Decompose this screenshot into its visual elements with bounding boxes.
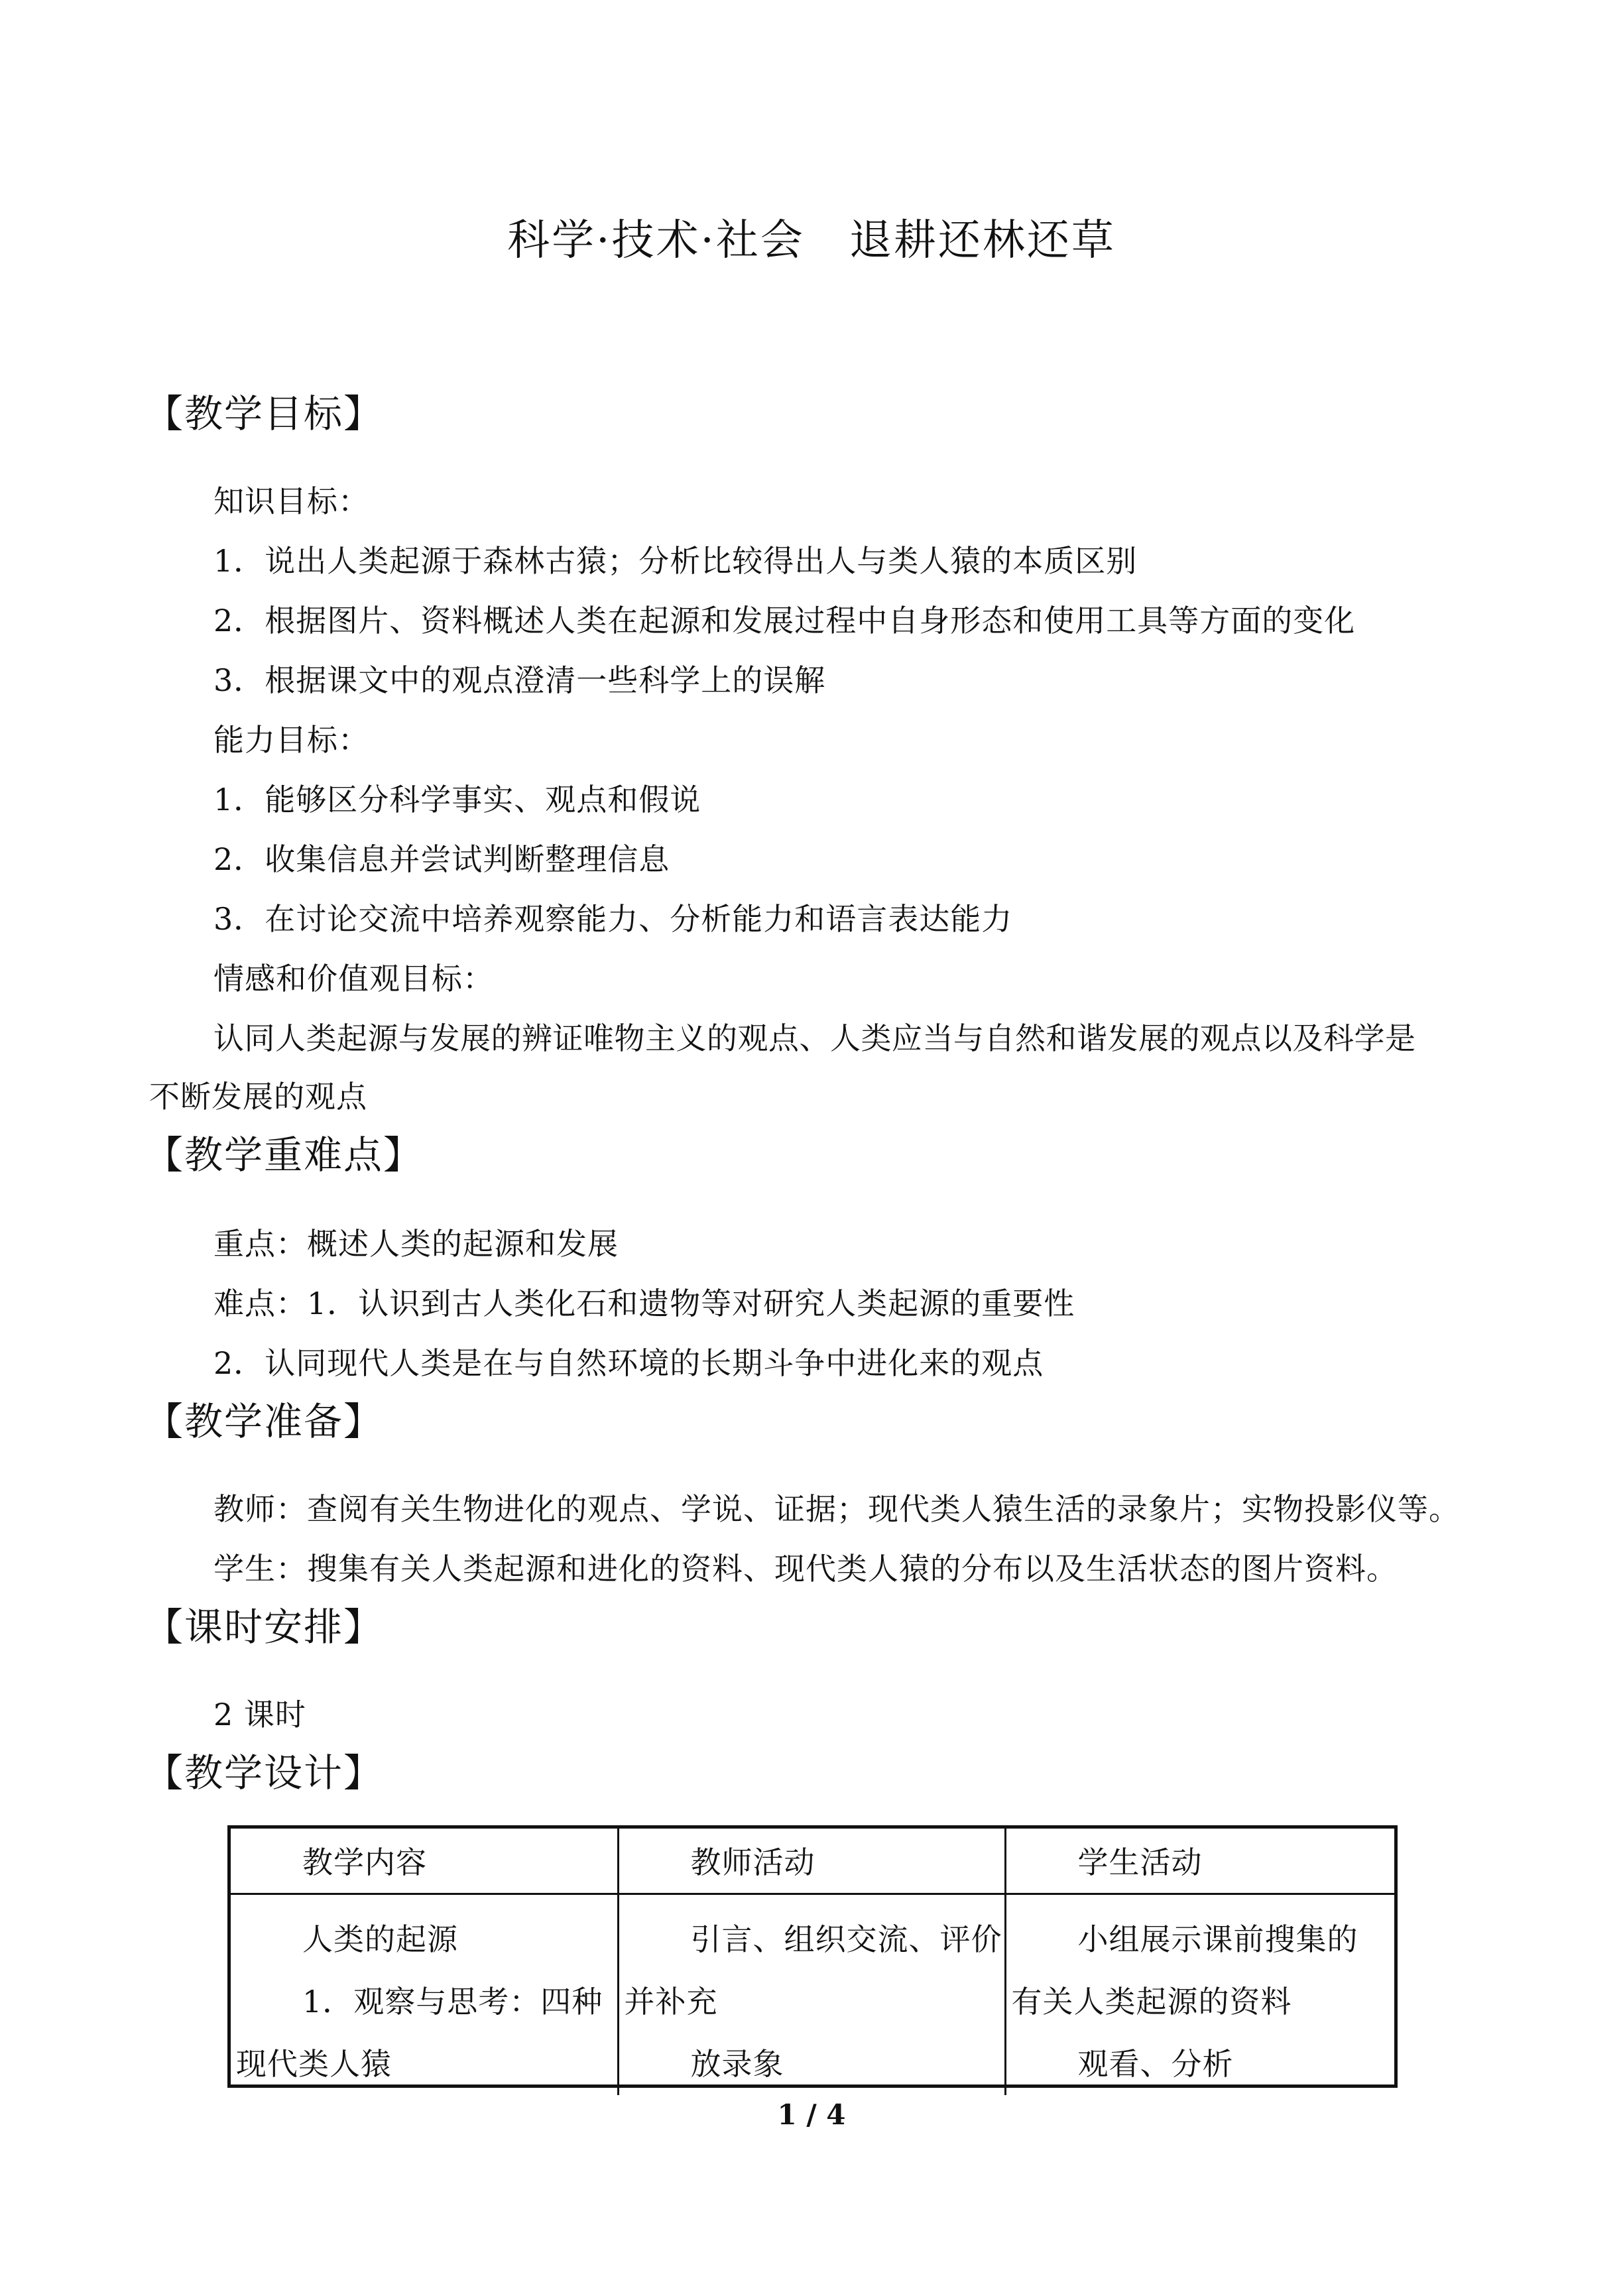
emotion-goal-text: 认同人类起源与发展的辨证唯物主义的观点、人类应当与自然和谐发展的观点以及科学是 (213, 1020, 1416, 1056)
ability-goal-item: 3．在讨论交流中培养观察能力、分析能力和语言表达能力 (213, 901, 1013, 937)
knowledge-goal-item: 1．说出人类起源于森林古猿；分析比较得出人与类人猿的本质区别 (213, 543, 1138, 579)
cell-line: 放录象 (690, 2045, 784, 2082)
design-table (227, 1825, 1398, 2088)
table-cell-content (231, 1894, 618, 2095)
cell-line: 人类的起源 (302, 1921, 458, 1957)
focus-text: 重点：概述人类的起源和发展 (213, 1226, 619, 1262)
table-header-content: 教学内容 (231, 1829, 618, 1894)
cell-line: 现代类人猿 (236, 2045, 392, 2082)
knowledge-goal-item: 3．根据课文中的观点澄清一些科学上的误解 (213, 662, 826, 698)
emotion-goal-label: 情感和价值观目标： (213, 961, 494, 997)
cell-line: 并补充 (624, 1983, 718, 2020)
cell-line: 引言、组织交流、评价 (690, 1921, 1002, 1957)
cell-line: 观看、分析 (1077, 2045, 1234, 2082)
table-header-row (231, 1829, 1394, 1894)
difficulty-text: 难点：1．认识到古人类化石和遗物等对研究人类起源的重要性 (213, 1286, 1075, 1321)
schedule-text: 2 课时 (213, 1697, 306, 1732)
ability-goal-item: 1．能够区分科学事实、观点和假说 (213, 782, 701, 817)
table-cell-student (1005, 1894, 1394, 2095)
section-heading-goals: 【教学目标】 (145, 391, 384, 436)
page-title: 科学·技术·社会 退耕还林还草 (507, 216, 1116, 265)
emotion-goal-text-continued: 不断发展的观点 (149, 1079, 367, 1115)
section-heading-schedule: 【课时安排】 (145, 1604, 384, 1650)
ability-goal-item: 2．收集信息并尝试判断整理信息 (213, 841, 670, 877)
table-header-student: 学生活动 (1005, 1829, 1394, 1894)
teacher-preparation: 教师：查阅有关生物进化的观点、学说、证据；现代类人猿生活的录象片；实物投影仪等。 (213, 1491, 1460, 1527)
difficulty-text-2: 2．认同现代人类是在与自然环境的长期斗争中进化来的观点 (213, 1345, 1044, 1381)
table-cell-teacher (618, 1894, 1005, 2095)
page-number: 1 / 4 (777, 2098, 846, 2131)
table-header-teacher: 教师活动 (618, 1829, 1005, 1894)
cell-line: 有关人类起源的资料 (1011, 1983, 1292, 2020)
cell-line: 小组展示课前搜集的 (1077, 1921, 1358, 1957)
student-preparation: 学生：搜集有关人类起源和进化的资料、现代类人猿的分布以及生活状态的图片资料。 (213, 1551, 1398, 1587)
section-heading-key-points: 【教学重难点】 (145, 1132, 424, 1178)
section-heading-design: 【教学设计】 (145, 1750, 384, 1795)
cell-line: 1．观察与思考：四种 (302, 1983, 603, 2020)
knowledge-goal-item: 2．根据图片、资料概述人类在起源和发展过程中自身形态和使用工具等方面的变化 (213, 603, 1356, 638)
section-heading-preparation: 【教学准备】 (145, 1399, 384, 1444)
knowledge-goal-label: 知识目标： (213, 483, 369, 519)
ability-goal-label: 能力目标： (213, 722, 369, 758)
table-row (231, 1894, 1394, 2095)
